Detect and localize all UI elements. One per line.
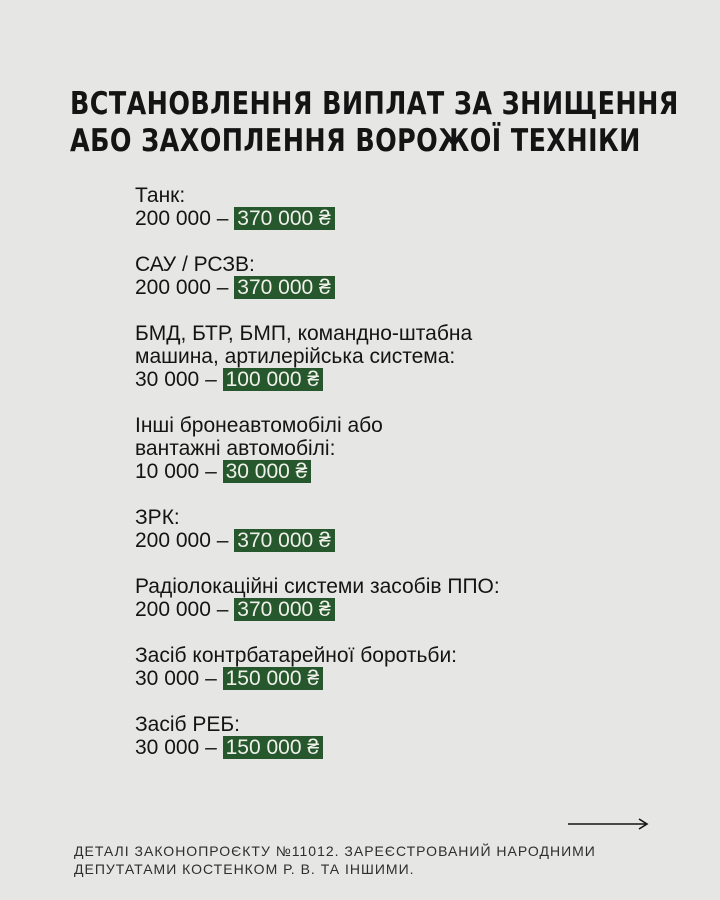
item-label bbox=[135, 644, 635, 667]
range-min: 200 000 – bbox=[135, 598, 235, 621]
range-min: 10 000 – bbox=[135, 460, 223, 483]
item-range bbox=[135, 529, 635, 552]
range-min: 200 000 – bbox=[135, 276, 235, 299]
list-item bbox=[135, 184, 635, 230]
item-label-line: машина, артилерійська система: bbox=[135, 345, 456, 368]
item-label-line: Інші бронеавтомобілі або bbox=[135, 414, 383, 437]
list-item bbox=[135, 644, 635, 690]
list-item bbox=[135, 253, 635, 299]
page-title bbox=[70, 86, 679, 160]
range-min: 200 000 – bbox=[135, 529, 235, 552]
item-label bbox=[135, 414, 635, 460]
item-label-line: Засіб контрбатарейної боротьби: bbox=[135, 644, 458, 667]
item-label-line: Танк: bbox=[135, 184, 186, 207]
payment-list bbox=[135, 184, 635, 782]
list-item bbox=[135, 322, 635, 391]
footer-line-1: ДЕТАЛІ ЗАКОНОПРОЄКТУ №11012. ЗАРЕЄСТРОВАНИЙ НАРОДНИМИ bbox=[74, 843, 596, 859]
list-item bbox=[135, 414, 635, 483]
range-max-badge: 150 000 ₴ bbox=[223, 736, 323, 759]
footer-note bbox=[74, 842, 596, 878]
item-range bbox=[135, 207, 635, 230]
item-label bbox=[135, 184, 635, 207]
list-item bbox=[135, 575, 635, 621]
footer-line-2: ДЕПУТАТАМИ КОСТЕНКОМ Р. В. ТА ІНШИМИ. bbox=[74, 861, 415, 877]
range-max-badge: 370 000 ₴ bbox=[234, 529, 334, 552]
range-min: 30 000 – bbox=[135, 736, 223, 759]
item-label-line: Радіолокаційні системи засобів ППО: bbox=[135, 575, 500, 598]
range-min: 30 000 – bbox=[135, 667, 223, 690]
item-label-line: БМД, БТР, БМП, командно-штабна bbox=[135, 322, 473, 345]
range-max-badge: 150 000 ₴ bbox=[223, 667, 323, 690]
item-label bbox=[135, 575, 635, 598]
arrow-right-icon[interactable] bbox=[568, 817, 650, 831]
item-range bbox=[135, 276, 635, 299]
list-item bbox=[135, 506, 635, 552]
item-label-line: вантажні автомобілі: bbox=[135, 437, 336, 460]
item-range bbox=[135, 598, 635, 621]
item-range bbox=[135, 736, 635, 759]
range-max-badge: 370 000 ₴ bbox=[234, 276, 334, 299]
item-label-line: САУ / РСЗВ: bbox=[135, 253, 255, 276]
item-label bbox=[135, 253, 635, 276]
range-max-badge: 30 000 ₴ bbox=[223, 460, 312, 483]
title-line-1: ВСТАНОВЛЕННЯ ВИПЛАТ ЗА ЗНИЩЕННЯ bbox=[70, 86, 679, 122]
item-label bbox=[135, 506, 635, 529]
item-label-line: ЗРК: bbox=[135, 506, 180, 529]
item-label-line: Засіб РЕБ: bbox=[135, 713, 241, 736]
item-label bbox=[135, 322, 635, 368]
item-label bbox=[135, 713, 635, 736]
range-max-badge: 100 000 ₴ bbox=[223, 368, 323, 391]
range-max-badge: 370 000 ₴ bbox=[234, 207, 334, 230]
item-range bbox=[135, 667, 635, 690]
list-item bbox=[135, 713, 635, 759]
item-range bbox=[135, 460, 635, 483]
range-min: 200 000 – bbox=[135, 207, 235, 230]
range-min: 30 000 – bbox=[135, 368, 223, 391]
item-range bbox=[135, 368, 635, 391]
title-line-2: АБО ЗАХОПЛЕННЯ ВОРОЖОЇ ТЕХНІКИ bbox=[70, 123, 641, 159]
range-max-badge: 370 000 ₴ bbox=[234, 598, 334, 621]
